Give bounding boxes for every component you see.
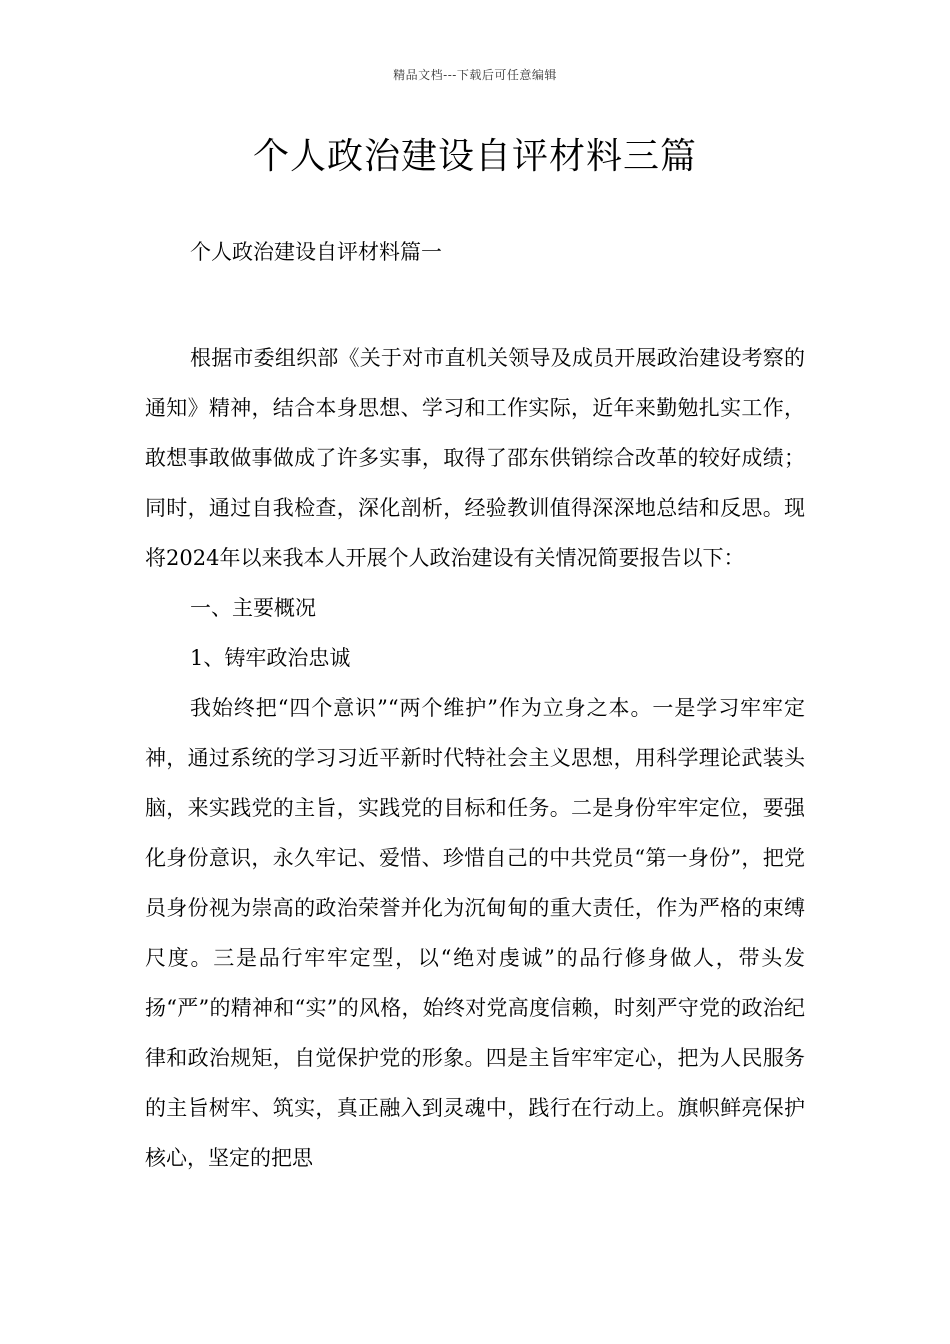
subsection-heading: 1、铸牢政治忠诚 (190, 646, 351, 670)
header-note: 精品文档---下载后可任意编辑 (393, 68, 557, 82)
body-paragraph: 我始终把“四个意识”“两个维护”作为立身之本。一是学习牢牢定神，通过系统的学习习近平新时代特社会主义思想，用科学理论武装头脑，来实践党的主旨，实践党的目标和任务。二是身份牢牢定位，要强化身份意识，永久牢记、爱惜、珍惜自己的中共党员“第一身份”，把党员身份视为崇高的政治荣誉并化为沉甸甸的重大责任，作为严格的束缚尺度。三是品行牢牢定型，以“绝对虔诚”的品行修身做人，带头发扬“严”的精神和“实”的风格，始终对党高度信赖，时刻严守党的政治纪律和政治规矩，自觉保护党的形象。四是主旨牢牢定心，把为人民服务的主旨树牢、筑实，真正融入到灵魂中，践行在行动上。旗帜鲜亮保护核心，坚定的把思 (145, 696, 805, 1170)
document-title: 个人政治建设自评材料三篇 (252, 136, 697, 177)
section-heading: 一、主要概况 (190, 596, 316, 620)
intro-paragraph: 根据市委组织部《关于对市直机关领导及成员开展政治建设考察的通知》精神，结合本身思想、学习和工作实际，近年来勤勉扎实工作，敢想事敢做事做成了许多实事，取得了邵东供销综合改革的较好成绩；同时，通过自我检查，深化剖析，经验教训值得深深地总结和反思。现将2024年以来我本人开展个人政治建设有关情况简要报告以下： (145, 346, 805, 570)
section-subtitle: 个人政治建设自评材料篇一 (190, 240, 442, 264)
body-text (145, 333, 805, 1183)
